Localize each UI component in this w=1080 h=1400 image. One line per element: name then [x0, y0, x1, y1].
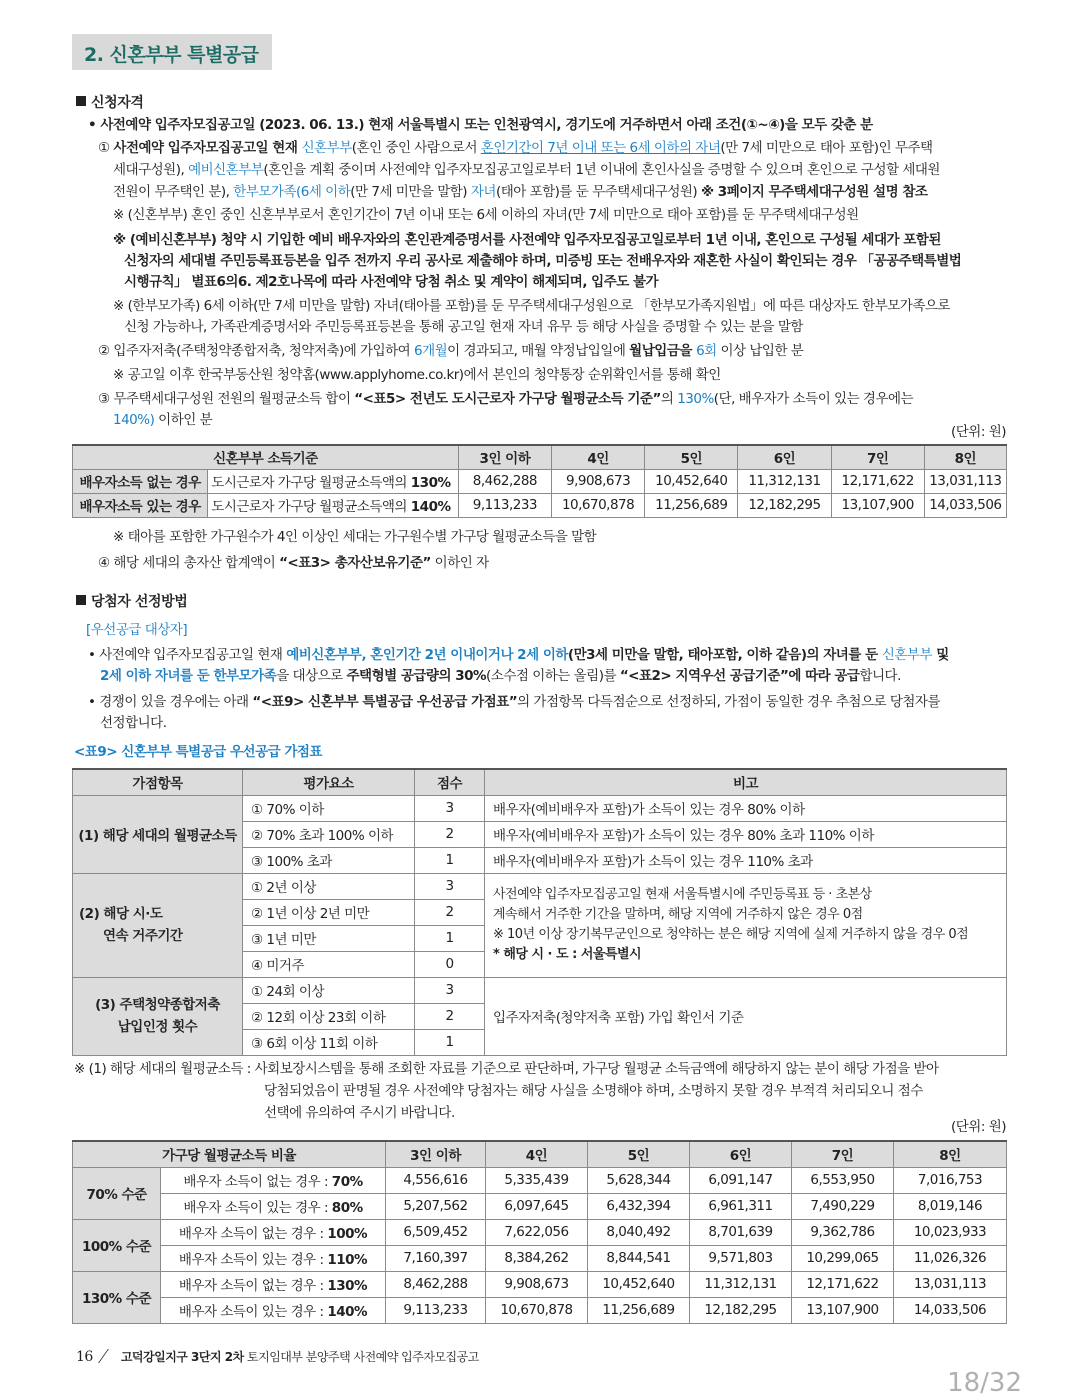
criterion: ④ 미거주: [243, 951, 415, 977]
table-header-row: [73, 445, 1007, 469]
criterion: ② 70% 초과 100% 이하: [243, 821, 415, 847]
criterion: ③ 100% 초과: [243, 847, 415, 873]
table-header: 4인: [552, 445, 645, 469]
table-cell: 12,182,295: [738, 493, 831, 517]
table-cell: 7,490,229: [792, 1193, 894, 1219]
score: 3: [415, 977, 485, 1003]
table-header-row: [73, 769, 1007, 795]
note-residence: 사전예약 입주자모집공고일 현재 서울특별시에 주민등록표 등 · 초본상 계속해서 거주한 기간을 말하며, 해당 지역에 거주하지 않은 경우 0점 ※ 10년 이상 장기복무군인으로 청약하는 분은 해당 지역에 실제 거주하지 않을 경우 0점 * 해당 시 · 도 : 서울특별시: [485, 873, 1007, 977]
priority-bullet-2-line1: • 경쟁이 있을 경우에는 아래 “<표9> 신혼부부 특별공급 우선공급 가점표”의 가점항목 다득점순으로 선정하되, 가점이 동일한 경우 추첨으로 당첨자를: [88, 694, 940, 710]
condition-1-line1: ① 사전예약 입주자모집공고일 현재 신혼부부(혼인 중인 사람으로서 혼인기간이 7년 이내 또는 6세 이하의 자녀(만 7세 미만으로 태아 포함)인 무주택: [98, 140, 933, 156]
condition-1-line2: 세대구성원), 예비신혼부부(혼인을 계획 중이며 사전예약 입주자모집공고일로부터 1년 이내에 혼인사실을 증명할 수 있으며 혼인으로 구성할 세대원: [113, 162, 940, 178]
note-savings: 입주자저축(청약저축 포함) 가입 확인서 기준: [485, 977, 1007, 1055]
page-indicator: 18/32: [947, 1368, 1022, 1398]
table-cell: 11,026,326: [894, 1245, 1007, 1271]
square-bullet-icon: [76, 96, 86, 106]
table-cell: 14,033,506: [924, 493, 1006, 517]
table-cell: 6,961,311: [690, 1193, 792, 1219]
row-label: 배우자 소득이 있는 경우 : 110%: [161, 1245, 386, 1271]
table-row: [73, 795, 1007, 821]
table-header: 4인: [486, 1141, 588, 1167]
unit-label: (단위: 원): [951, 424, 1006, 440]
table-cell: 13,031,113: [924, 469, 1006, 493]
table-cell: 8,462,288: [386, 1271, 486, 1297]
foot-note-l2: 당첨되었음이 판명될 경우 사전예약 당첨자는 해당 사실을 소명해야 하며, 소명하지 못할 경우 부적격 처리되오니 점수: [264, 1083, 923, 1099]
table-cell: 6,509,452: [386, 1219, 486, 1245]
condition-2-note: ※ 공고일 이후 한국부동산원 청약홈(www.applyhome.co.kr)에서 본인의 청약통장 순위확인서를 통해 확인: [113, 367, 721, 383]
table-note: ※ 태아를 포함한 가구원수가 4인 이상인 세대는 가구원수별 가구당 월평균소득을 말함: [113, 529, 597, 545]
table-cell: 6,432,394: [588, 1193, 690, 1219]
table-header: 7인: [792, 1141, 894, 1167]
table-cell: 10,670,878: [552, 493, 645, 517]
table-row: [73, 1167, 1007, 1193]
table-cell: 9,362,786: [792, 1219, 894, 1245]
table-header: 8인: [894, 1141, 1007, 1167]
table-header: 가점항목: [73, 769, 243, 795]
level-label: 130% 수준: [73, 1271, 161, 1323]
table-cell: 8,019,146: [894, 1193, 1007, 1219]
page-footer: [76, 1348, 479, 1365]
table-cell: 7,622,056: [486, 1219, 588, 1245]
table-cell: 8,844,541: [588, 1245, 690, 1271]
priority-bullet-1-line2: 2세 이하 자녀를 둔 한부모가족을 대상으로 주택형별 공급량의 30%(소수점 이하는 올림)를 “<표2> 지역우선 공급기준”에 따라 공급합니다.: [100, 668, 901, 684]
table-cell: 10,299,065: [792, 1245, 894, 1271]
item-income: (1) 해당 세대의 월평균소득: [73, 795, 243, 873]
criterion: ③ 6회 이상 11회 이하: [243, 1029, 415, 1055]
table-header: 점수: [415, 769, 485, 795]
table-cell: 7,160,397: [386, 1245, 486, 1271]
table-cell: 12,171,622: [831, 469, 924, 493]
priority-bullet-2-line2: 선정합니다.: [100, 715, 167, 731]
row-label: 배우자 소득이 없는 경우 : 100%: [161, 1219, 386, 1245]
slash-divider-icon: [98, 1349, 122, 1363]
table-cell: 10,670,878: [486, 1297, 588, 1323]
table-row: [73, 1245, 1007, 1271]
table-cell: 10,452,640: [588, 1271, 690, 1297]
table-header: 7인: [831, 445, 924, 469]
table-cell: 6,553,950: [792, 1167, 894, 1193]
page-number: 16: [76, 1349, 93, 1365]
score: 0: [415, 951, 485, 977]
score: 2: [415, 1003, 485, 1029]
table-cell: 12,171,622: [792, 1271, 894, 1297]
qualification-intro: • 사전예약 입주자모집공고일 (2023. 06. 13.) 현재 서울특별시 또는 인천광역시, 경기도에 거주하면서 아래 조건(①~④)을 모두 갖춘 분: [88, 117, 873, 133]
table-cell: 10,452,640: [645, 469, 738, 493]
table-header: 5인: [645, 445, 738, 469]
row-label: 배우자 소득이 없는 경우 : 130%: [161, 1271, 386, 1297]
table-row: [73, 469, 1007, 493]
item-savings: (3) 주택청약종합저축 납입인정 횟수: [73, 977, 243, 1055]
table-cell: 11,256,689: [645, 493, 738, 517]
table-cell: 8,040,492: [588, 1219, 690, 1245]
note-prospective-l2: 신청자의 세대별 주민등록표등본을 입주 전까지 우리 공사로 제출해야 하며, 미증빙 또는 전배우자와 재혼한 사실이 확인되는 경우 「공공주택특별법: [124, 253, 962, 269]
level-label: 100% 수준: [73, 1219, 161, 1271]
square-bullet-icon: [76, 595, 86, 605]
criterion: ① 70% 이하: [243, 795, 415, 821]
table-cell: 8,384,262: [486, 1245, 588, 1271]
table-cell: 6,091,147: [690, 1167, 792, 1193]
table9-title: <표9> 신혼부부 특별공급 우선공급 가점표: [74, 744, 322, 760]
table-row: [73, 1271, 1007, 1297]
table-cell: 9,113,233: [386, 1297, 486, 1323]
table-cell: 13,107,900: [831, 493, 924, 517]
table-header: 6인: [738, 445, 831, 469]
table-cell: 8,462,288: [458, 469, 551, 493]
note-prospective-l1: ※ (예비신혼부부) 청약 시 기입한 예비 배우자와의 혼인관계증명서를 사전예약 입주자모집공고일로부터 1년 이내, 혼인으로 구성될 세대가 포함된: [113, 232, 941, 248]
section-title: 2. 신혼부부 특별공급: [72, 34, 272, 70]
criterion: ② 12회 이상 23회 이하: [243, 1003, 415, 1029]
note-prospective-l3: 시행규칙」 별표6의6. 제2호나목에 따라 사전예약 당첨 취소 및 계약이 해제되며, 입주도 불가: [124, 274, 659, 290]
income-criteria-table: [72, 444, 1007, 518]
table-header-row: [73, 1141, 1007, 1167]
footer-title: 토지임대부 분양주택 사전예약 입주자모집공고: [243, 1350, 479, 1364]
table-cell: 13,107,900: [792, 1297, 894, 1323]
qualification-heading: 신청자격: [76, 92, 144, 112]
table-header: 6인: [690, 1141, 792, 1167]
note-single-parent-l2: 신청 가능하나, 가족관계증명서와 주민등록표등본을 통해 공고일 현재 자녀 유무 등 해당 사실을 증명할 수 있는 분을 말함: [124, 319, 803, 335]
table-cell: 9,908,673: [486, 1271, 588, 1297]
table-cell: 9,113,233: [458, 493, 551, 517]
level-label: 70% 수준: [73, 1167, 161, 1219]
table-header: 비고: [485, 769, 1007, 795]
table-header: 5인: [588, 1141, 690, 1167]
row-label: 배우자 소득이 없는 경우 : 70%: [161, 1167, 386, 1193]
table-cell: 9,571,803: [690, 1245, 792, 1271]
criterion: ① 2년 이상: [243, 873, 415, 899]
priority-label: [우선공급 대상자]: [86, 622, 188, 638]
condition-3-line2: 140%) 이하인 분: [113, 412, 213, 428]
score: 1: [415, 925, 485, 951]
note: 배우자(예비배우자 포함)가 소득이 있는 경우 110% 초과: [485, 847, 1007, 873]
criterion: ① 24회 이상: [243, 977, 415, 1003]
row-label: 배우자 소득이 있는 경우 : 80%: [161, 1193, 386, 1219]
table-cell: 11,312,131: [690, 1271, 792, 1297]
table-header: 8인: [924, 445, 1006, 469]
table-cell: 9,908,673: [552, 469, 645, 493]
row-label: 배우자소득 없는 경우: [73, 469, 208, 493]
table-row: [73, 1297, 1007, 1323]
table-header: 평가요소: [243, 769, 415, 795]
row-label: 배우자 소득이 있는 경우 : 140%: [161, 1297, 386, 1323]
table-cell: 11,312,131: [738, 469, 831, 493]
score: 3: [415, 873, 485, 899]
score: 3: [415, 795, 485, 821]
table-row: [73, 493, 1007, 517]
table-cell: 6,097,645: [486, 1193, 588, 1219]
table-header: 신혼부부 소득기준: [73, 445, 459, 469]
criterion: ③ 1년 미만: [243, 925, 415, 951]
note-single-parent-l1: ※ (한부모가족) 6세 이하(만 7세 미만을 말함) 자녀(태아를 포함)를 둔 무주택세대구성원으로 「한부모가족지원법」에 따른 대상자도 한부모가족으로: [113, 298, 950, 314]
score: 2: [415, 899, 485, 925]
criterion: ② 1년 이상 2년 미만: [243, 899, 415, 925]
table-header: 3인 이하: [386, 1141, 486, 1167]
score: 1: [415, 1029, 485, 1055]
table-cell: 12,182,295: [690, 1297, 792, 1323]
table-cell: 11,256,689: [588, 1297, 690, 1323]
table-cell: 5,628,344: [588, 1167, 690, 1193]
selection-heading: 당첨자 선정방법: [76, 591, 187, 611]
table-header: 가구당 월평균소득 비율: [73, 1141, 386, 1167]
score: 1: [415, 847, 485, 873]
table-cell: 4,556,616: [386, 1167, 486, 1193]
row-criteria: 도시근로자 가구당 월평균소득액의 140%: [208, 493, 459, 517]
row-label: 배우자소득 있는 경우: [73, 493, 208, 517]
table-cell: 8,701,639: [690, 1219, 792, 1245]
table-cell: 5,335,439: [486, 1167, 588, 1193]
note: 배우자(예비배우자 포함)가 소득이 있는 경우 80% 이하: [485, 795, 1007, 821]
bonus-points-table: [72, 768, 1007, 1056]
condition-1-line3: 전원이 무주택인 분), 한부모가족(6세 이하(만 7세 미만을 말함) 자녀(태아 포함)를 둔 무주택세대구성원) ※ 3페이지 무주택세대구성원 설명 참조: [113, 184, 928, 200]
table-header: 3인 이하: [458, 445, 551, 469]
unit-label-2: (단위: 원): [951, 1119, 1006, 1135]
table-row: [73, 1219, 1007, 1245]
condition-4: ④ 해당 세대의 총자산 합계액이 “<표3> 총자산보유기준” 이하인 자: [98, 555, 489, 571]
footer-title-bold: 고덕강일지구 3단지 2차: [120, 1350, 244, 1364]
score: 2: [415, 821, 485, 847]
income-ratio-table: [72, 1140, 1007, 1324]
row-criteria: 도시근로자 가구당 월평균소득액의 130%: [208, 469, 459, 493]
note: 배우자(예비배우자 포함)가 소득이 있는 경우 80% 초과 110% 이하: [485, 821, 1007, 847]
item-residence: (2) 해당 시·도 연속 거주기간: [73, 873, 243, 977]
priority-bullet-1-line1: • 사전예약 입주자모집공고일 현재 예비신혼부부, 혼인기간 2년 이내이거나 2세 이하(만3세 미만을 말함, 태아포함, 이하 같음)의 자녀를 둔 신혼부부 및: [88, 647, 949, 663]
table-row: [73, 977, 1007, 1003]
table-cell: 10,023,933: [894, 1219, 1007, 1245]
table-cell: 7,016,753: [894, 1167, 1007, 1193]
condition-2: ② 입주자저축(주택청약종합저축, 청약저축)에 가입하여 6개월이 경과되고, 매월 약정납입일에 월납입금을 6회 이상 납입한 분: [98, 343, 804, 359]
table-cell: 5,207,562: [386, 1193, 486, 1219]
foot-note-l3: 선택에 유의하여 주시기 바랍니다.: [264, 1105, 455, 1121]
condition-3-line1: ③ 무주택세대구성원 전원의 월평균소득 합이 “<표5> 전년도 도시근로자 가구당 월평균소득 기준”의 130%(단, 배우자가 소득이 있는 경우에는: [98, 391, 914, 407]
table-row: [73, 1193, 1007, 1219]
table-cell: 14,033,506: [894, 1297, 1007, 1323]
note-newlywed: ※ (신혼부부) 혼인 중인 신혼부부로서 혼인기간이 7년 이내 또는 6세 이하의 자녀(만 7세 미만으로 태아 포함)를 둔 무주택세대구성원: [113, 207, 859, 223]
table-cell: 13,031,113: [894, 1271, 1007, 1297]
foot-note-l1: ※ (1) 해당 세대의 월평균소득 : 사회보장시스템을 통해 조회한 자료를 기준으로 판단하며, 가구당 월평균 소득금액에 해당하지 않는 분이 해당 가점을 받아: [74, 1061, 939, 1077]
table-row: [73, 873, 1007, 899]
